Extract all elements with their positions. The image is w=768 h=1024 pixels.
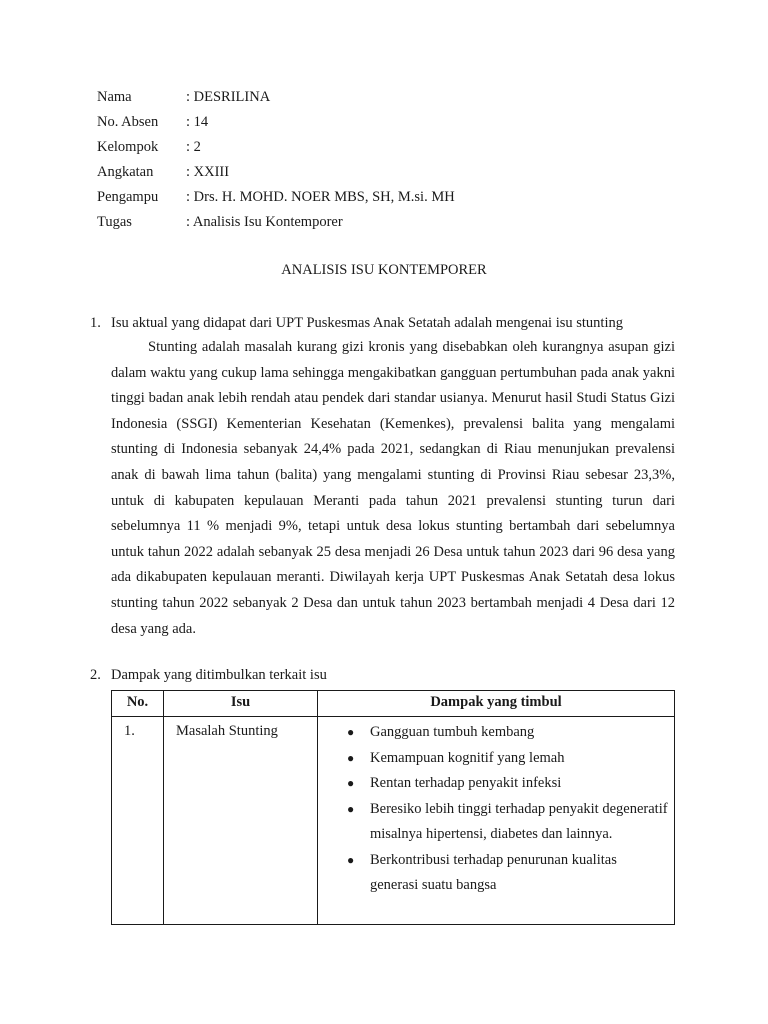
list-item-text: Beresiko lebih tinggi terhadap penyakit degeneratif misalnya hipertensi, diabetes dan lainnya. [370, 800, 668, 842]
info-row-nama [97, 86, 455, 111]
section-2 [90, 665, 675, 685]
info-value: : DESRILINA [186, 89, 271, 105]
impact-table [111, 690, 675, 925]
document-title: ANALISIS ISU KONTEMPORER [281, 262, 487, 278]
paragraph-text: Stunting adalah masalah kurang gizi kronis yang disebabkan oleh kurangnya asupan gizi dalam waktu yang cukup lama sehingga mengakibatkan gangguan pertumbuhan pada anak yakni tinggi badan anak lebih rendah atau pendek dari standar usianya. Menurut hasil Studi Status Gizi Indonesia (SSGI) Kementerian Kesehatan (Kemenkes), prevalensi balita yang mengalami stunting di Indonesia sebanyak 24,4% pada 2021, sedangkan di Riau menunjukan prevalensi anak di bawah lima tahun (balita) yang mengalami stunting di Provinsi Riau sebesar 23,3%, untuk di kabupaten kepulauan Meranti pada tahun 2021 prevalensi stunting turun dari sebelumnya 11 % menjadi 9%, tetapi untuk desa lokus stunting bertambah dari sebelumnya untuk tahun 2022 adalah sebanyak 25 desa menjadi 26 Desa untuk tahun 2023 dari 96 desa yang ada dikabupaten kepulauan meranti. Diwilayah kerja UPT Puskesmas Anak Setatah desa lokus stunting tahun 2022 sebanyak 2 Desa dan untuk tahun 2023 bertambah menjadi 4 Desa dari 12 desa yang ada. [111, 339, 675, 637]
table-row [112, 717, 675, 925]
list-item [347, 746, 674, 772]
section-1 [90, 313, 675, 642]
info-label: Pengampu [97, 189, 159, 205]
cell-dampak [318, 717, 675, 925]
section-number: 1. [90, 315, 101, 331]
header-isu: Isu [164, 691, 318, 717]
info-row-tugas [97, 211, 455, 236]
header-no: No. [112, 691, 164, 717]
section-heading-text: Isu aktual yang didapat dari UPT Puskesmas Anak Setatah adalah mengenai isu stunting [111, 315, 623, 331]
list-item-text: Rentan terhadap penyakit infeksi [370, 775, 562, 791]
info-label: Tugas [97, 214, 132, 230]
section-1-heading [90, 313, 675, 333]
info-row-absen [97, 111, 455, 136]
list-item-text: Gangguan tumbuh kembang [370, 724, 535, 740]
section-2-heading [90, 665, 675, 685]
info-label: Nama [97, 89, 132, 105]
bullet-icon: ● [347, 776, 355, 790]
cell-isu: Masalah Stunting [164, 717, 318, 925]
info-label: No. Absen [97, 114, 159, 130]
list-item-text: Berkontribusi terhadap penurunan kualitas generasi suatu bangsa [370, 851, 617, 893]
info-label: Angkatan [97, 164, 154, 180]
section-heading-text: Dampak yang ditimbulkan terkait isu [111, 667, 327, 683]
dampak-list [318, 720, 674, 899]
bullet-icon: ● [347, 801, 355, 816]
cell-no: 1. [112, 717, 164, 925]
list-item-text: Kemampuan kognitif yang lemah [370, 749, 565, 766]
info-value: : Drs. H. MOHD. NOER MBS, SH, M.si. MH [186, 189, 455, 205]
bullet-icon: ● [347, 725, 355, 739]
bullet-icon: ● [347, 852, 355, 867]
list-item [347, 848, 674, 899]
info-value: : 14 [186, 114, 209, 130]
info-row-angkatan [97, 161, 455, 186]
bullet-icon: ● [347, 750, 355, 765]
info-value: : Analisis Isu Kontemporer [186, 214, 343, 230]
list-item [347, 720, 674, 746]
table-header-row [112, 691, 675, 717]
info-value: : XXIII [186, 164, 230, 180]
student-info [97, 86, 455, 236]
info-label: Kelompok [97, 139, 159, 155]
info-row-pengampu [97, 186, 455, 211]
list-item [347, 797, 674, 848]
section-1-paragraph [111, 335, 675, 642]
info-row-kelompok [97, 136, 455, 161]
info-value: : 2 [186, 139, 201, 155]
header-dampak: Dampak yang timbul [318, 691, 675, 717]
section-number: 2. [90, 667, 101, 683]
list-item [347, 771, 674, 797]
